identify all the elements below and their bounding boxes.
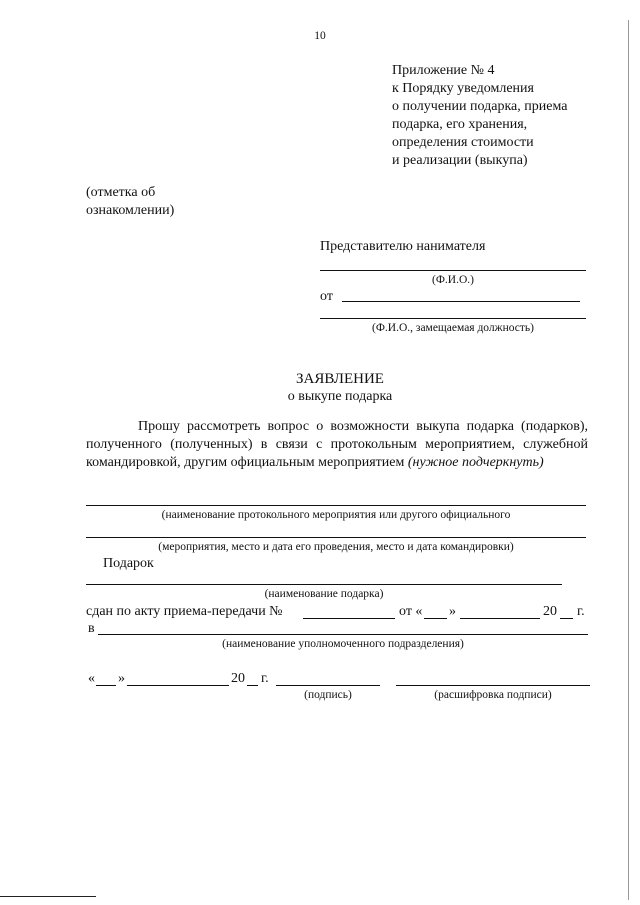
appendix-line: и реализации (выкупа) <box>392 153 528 168</box>
act-month-line[interactable] <box>460 618 540 619</box>
from-line[interactable] <box>342 301 580 302</box>
scan-edge <box>628 20 629 900</box>
act-year-prefix: 20 <box>543 604 557 619</box>
scan-bottom-mark <box>0 896 96 897</box>
fio-position-caption: (Ф.И.О., замещаемая должность) <box>372 322 534 334</box>
document-title: ЗАЯВЛЕНИЕ <box>296 371 384 387</box>
act-number-line[interactable] <box>303 618 395 619</box>
recipient-title: Представителю нанимателя <box>320 239 486 254</box>
appendix-line: определения стоимости <box>392 135 534 150</box>
acknowledgement-line: ознакомлении) <box>86 203 175 218</box>
page-number: 10 <box>314 30 326 42</box>
act-year-suffix: г. <box>577 604 585 619</box>
signature-decode-caption: (расшифровка подписи) <box>434 689 552 701</box>
department-line[interactable] <box>98 634 588 635</box>
act-quote-close: » <box>449 604 456 619</box>
fio-line[interactable] <box>320 270 586 271</box>
act-day-line[interactable] <box>424 618 447 619</box>
department-caption: (наименование уполномоченного подразделения) <box>222 638 464 650</box>
request-paragraph <box>86 418 588 472</box>
from-label: от <box>320 289 333 304</box>
date-day-line[interactable] <box>96 685 116 686</box>
appendix-line: к Порядку уведомления <box>392 81 534 96</box>
gift-name-caption: (наименование подарка) <box>264 588 384 600</box>
event-details-line[interactable] <box>86 537 586 538</box>
date-month-line[interactable] <box>127 685 229 686</box>
acknowledgement-mark <box>86 184 174 220</box>
acknowledgement-line: (отметка об <box>86 185 156 200</box>
appendix-line: подарка, его хранения, <box>392 117 528 132</box>
date-year-suffix: г. <box>261 671 269 686</box>
event-name-line[interactable] <box>86 505 586 506</box>
gift-label: Подарок <box>103 556 154 571</box>
event-details-caption: (мероприятия, место и дата его проведения, место и дата командировки) <box>158 541 514 553</box>
event-name-caption: (наименование протокольного мероприятия или другого официального <box>161 509 511 521</box>
appendix-title: Приложение № 4 <box>392 63 495 78</box>
fio-position-line[interactable] <box>320 318 586 319</box>
request-text: Прошу рассмотреть вопрос о возможности выкупа подарка (подарков), полученного (полученных) в связи с протокольным мероприятием, служебной командировкой, другим официальным мероприятием <box>86 419 588 470</box>
gift-name-line[interactable] <box>86 584 562 585</box>
appendix-block <box>392 62 567 170</box>
in-label: в <box>88 621 95 636</box>
date-close-quote: » <box>118 671 125 686</box>
date-year-prefix: 20 <box>231 671 245 686</box>
signature-line[interactable] <box>276 685 380 686</box>
request-note: (нужное подчеркнуть) <box>407 455 544 470</box>
fio-caption: (Ф.И.О.) <box>432 274 474 286</box>
date-open-quote: « <box>88 671 95 686</box>
appendix-line: о получении подарка, приема <box>392 99 568 114</box>
signature-caption: (подпись) <box>304 689 352 701</box>
date-year-line[interactable] <box>247 685 258 686</box>
document-subtitle: о выкупе подарка <box>287 389 393 404</box>
act-from-label: от « <box>399 604 423 619</box>
act-year-line[interactable] <box>560 618 573 619</box>
signature-decode-line[interactable] <box>396 685 590 686</box>
act-text: сдан по акту приема-передачи № <box>86 604 283 619</box>
